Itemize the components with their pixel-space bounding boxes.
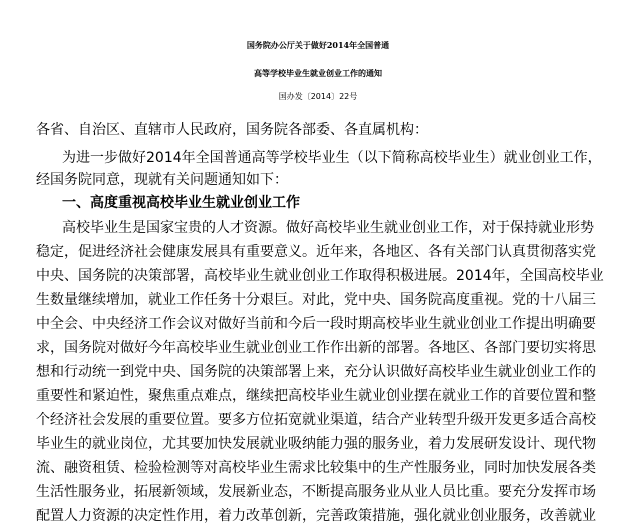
salutation: 各省、自治区、直辖市人民政府，国务院各部委、各直属机构： <box>36 122 428 138</box>
body-paragraph-line: 中央、国务院的决策部署，高校毕业生就业创业工作取得积极进展。2014年，全国高校毕业 <box>36 268 604 284</box>
body-paragraph-line: 个经济社会发展的重要位置。要多方位拓宽就业渠道，结合产业转型升级开发更多适合高校 <box>36 412 596 428</box>
body-paragraph-line: 想和行动统一到党中央、国务院的决策部署上来，充分认识做好高校毕业生就业创业工作的 <box>36 364 596 380</box>
section-heading: 一、高度重视高校毕业生就业创业工作 <box>62 195 300 211</box>
body-paragraph-line: 高校毕业生是国家宝贵的人才资源。做好高校毕业生就业创业工作，对于保持就业形势 <box>62 220 594 236</box>
body-paragraph-line: 生活性服务业，拓展新领域，发展新业态，不断提高服务业从业人员比重。要充分发挥市场 <box>36 484 596 500</box>
document-title-line-2: 高等学校毕业生就业创业工作的通知 <box>254 68 382 78</box>
body-paragraph-line: 中全会、中央经济工作会议对做好当前和今后一段时期高校毕业生就业创业工作提出明确要 <box>36 316 596 332</box>
body-paragraph-line: 重要性和紧迫性，聚焦重点难点，继续把高校毕业生就业创业摆在就业工作的首要位置和整 <box>36 388 596 404</box>
document-title-line-1: 国务院办公厅关于做好2014年全国普通 <box>246 40 390 50</box>
body-paragraph-line: 生数量继续增加，就业工作任务十分艰巨。对此，党中央、国务院高度重视。党的十八届三 <box>36 292 596 308</box>
document-number: 国办发〔2014〕22号 <box>278 92 358 101</box>
body-paragraph-line: 毕业生的就业岗位，尤其要加快发展就业吸纳能力强的服务业，着力发展研发设计、现代物 <box>36 436 596 452</box>
intro-paragraph-line: 经国务院同意，现就有关问题通知如下： <box>36 172 288 188</box>
intro-paragraph-line: 为进一步做好2014年全国普通高等学校毕业生（以下简称高校毕业生）就业创业工作， <box>62 150 602 166</box>
body-paragraph-line: 配置人力资源的决定性作用，着力改革创新，完善政策措施，强化就业创业服务，改善就业 <box>36 508 596 524</box>
body-paragraph-line: 流、融资租赁、检验检测等对高校毕业生需求比较集中的生产性服务业，同时加快发展各类 <box>36 460 596 476</box>
body-paragraph-line: 求，国务院对做好今年高校毕业生就业创业工作作出新的部署。各地区、各部门要切实将思 <box>36 340 596 356</box>
body-paragraph-line: 稳定，促进经济社会健康发展具有重要意义。近年来，各地区、各有关部门认真贯彻落实党 <box>36 244 596 260</box>
